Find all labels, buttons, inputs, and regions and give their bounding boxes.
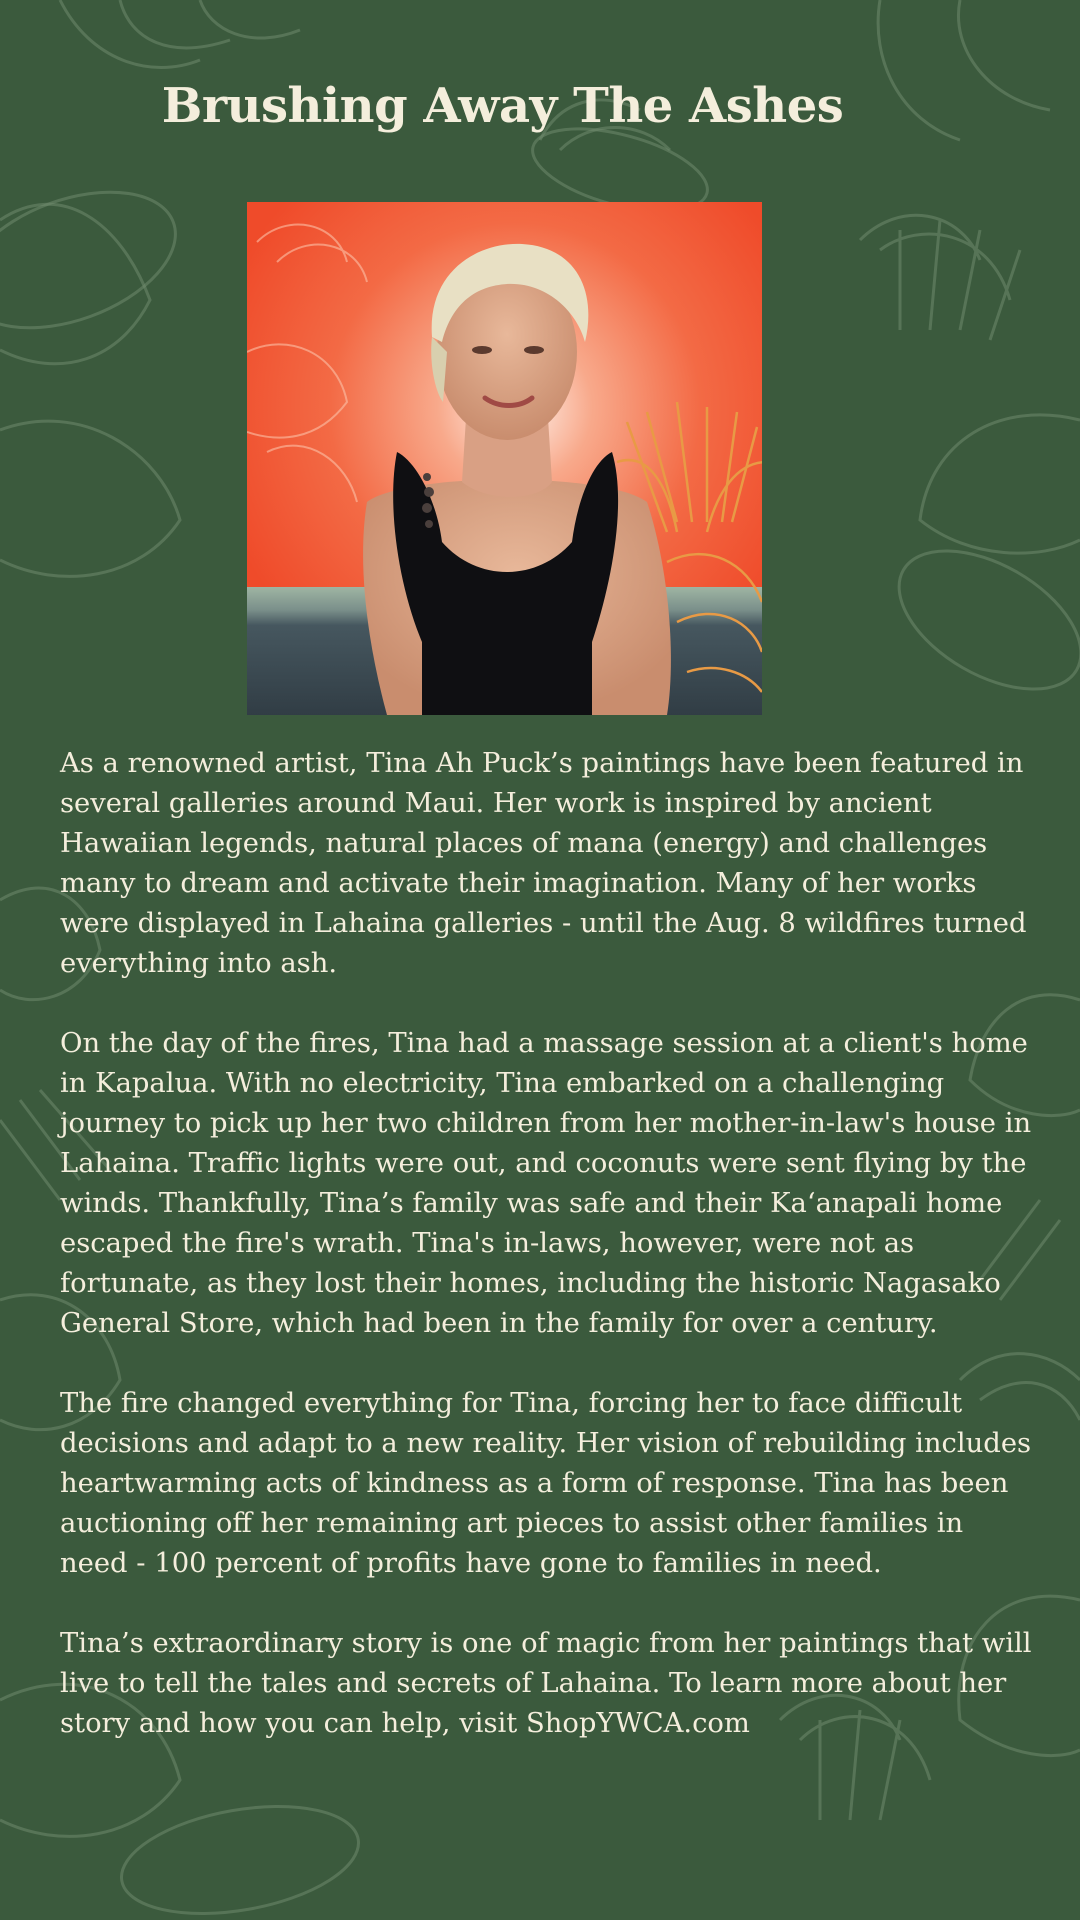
paragraph-4: Tina’s extraordinary story is one of magic from her paintings that will live to tell the tales and secrets of Lahaina. To learn more about her story and how you can help, visit ShopYWCA.com: [60, 1628, 1032, 1739]
paragraph-2: On the day of the fires, Tina had a massage session at a client's home in Kapalua. With no electricity, Tina embarked on a challenging journey to pick up her two children from her mother-in-law's house in Lahaina. Traffic lights were out, and coconuts were sent flying by the winds. Thankfully, Tina’s family was safe and their Kaʻanapali home escaped the fire's wrath. Tina's in-laws, however, were not as fortunate, as they lost their homes, including the historic Nagasako General Store, which had been in the family for over a century.: [60, 1028, 1032, 1339]
paragraph-3: The fire changed everything for Tina, forcing her to face difficult decisions and adapt to a new reality. Her vision of rebuilding includes heartwarming acts of kindness as a form of response. Tina has been auctioning off her remaining art pieces to assist other families in need - 100 percent of profits have gone to families in need.: [60, 1388, 1032, 1579]
article-body: [60, 744, 1032, 1784]
paragraph-1: As a renowned artist, Tina Ah Puck’s paintings have been featured in several galleries around Maui. Her work is inspired by ancient Hawaiian legends, natural places of mana (energy) and challenges many to dream and activate their imagination. Many of her works were displayed in Lahaina galleries - until the Aug. 8 wildfires turned everything into ash.: [60, 748, 1027, 979]
page-title: Brushing Away The Ashes: [161, 78, 844, 134]
portrait-photo: [247, 202, 762, 715]
